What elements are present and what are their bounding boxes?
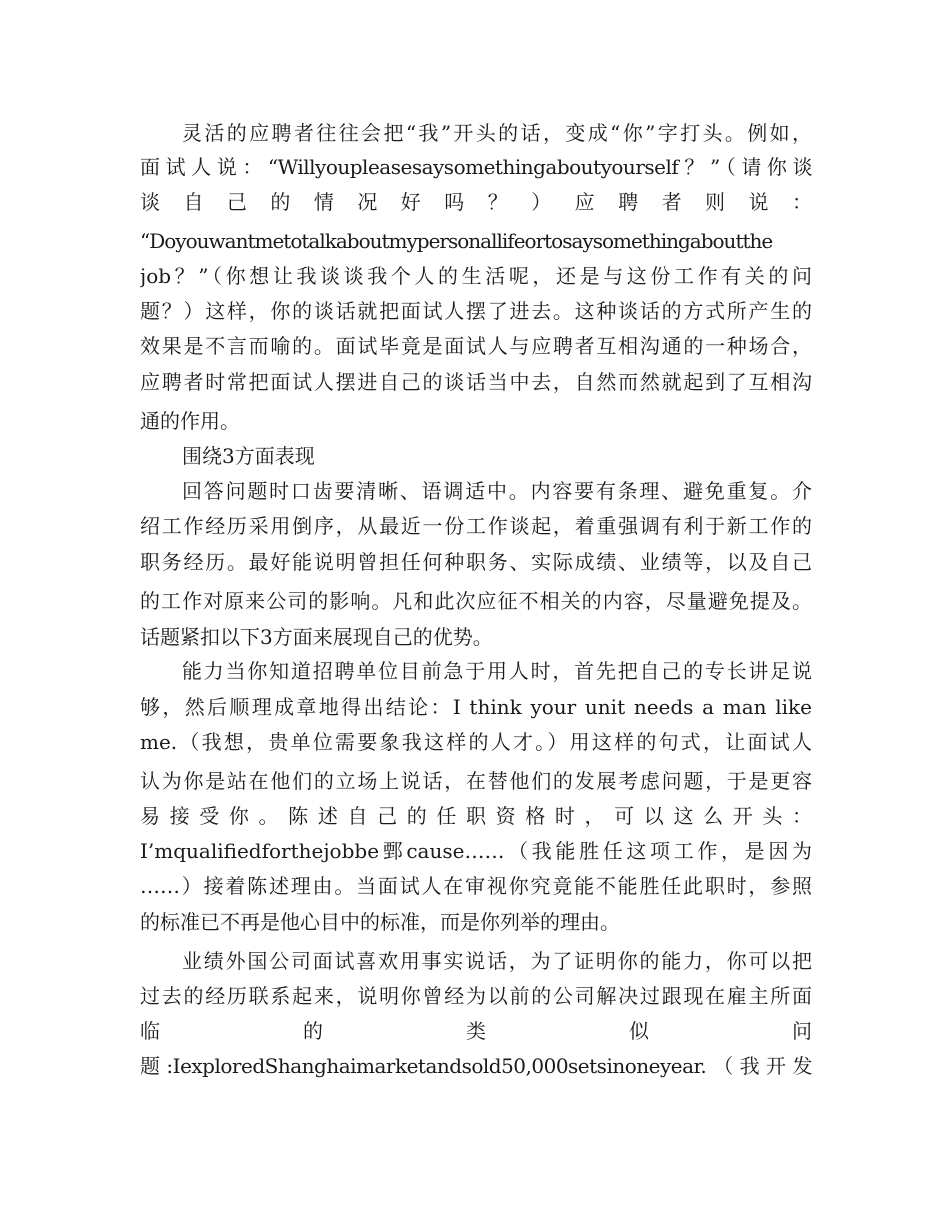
- paragraph-line: 话题紧扣以下3方面来展现自己的优势。: [140, 625, 493, 649]
- paragraph-line: me.（我想，贵单位需要象我这样的人才。）用这样的句式，让面试人: [140, 730, 812, 754]
- paragraph-line: 题:IexploredShanghaimarketandsold50,000setsinoneyear.（我开发: [140, 1054, 812, 1078]
- paragraph-line: 谈 自 己 的 情 况 好 吗 ？ ） 应 聘 者 则 说 ：: [140, 190, 812, 214]
- paragraph-line: 易 接 受 你 。 陈 述 自 己 的 任 职 资 格 时 ， 可 以 这 么 开 头 ：: [140, 804, 812, 828]
- paragraph-line: 的工作对原来公司的影响。凡和此次应征不相关的内容，尽量避免提及。: [140, 589, 812, 613]
- paragraph-line: 的标准已不再是他心目中的标准，而是你列举的理由。: [140, 910, 620, 934]
- paragraph-line: 过去的经历联系起来，说明你曾经为以前的公司解决过跟现在雇主所面: [140, 984, 812, 1008]
- paragraph-line: 业绩外国公司面试喜欢用事实说话，为了证明你的能力，你可以把: [182, 949, 812, 973]
- paragraph-line: 应聘者时常把面试人摆进自己的谈话当中去，自然而然就起到了互相沟: [140, 370, 812, 394]
- paragraph-line: I’mqualifiedforthejobbe鄄cause……（我能胜任这项工作，是因为: [140, 839, 812, 863]
- paragraph-line: 职务经历。最好能说明曾担任何种职务、实际成绩、业绩等，以及自己: [140, 550, 812, 574]
- paragraph-line: 回答问题时口齿要清晰、语调适中。内容要有条理、避免重复。介: [182, 479, 812, 503]
- paragraph-line: 能力当你知道招聘单位目前急于用人时，首先把自己的专长讲足说: [182, 659, 812, 683]
- paragraph-line: 临 的 类 似 问: [140, 1019, 812, 1043]
- paragraph-line: 认为你是站在他们的立场上说话，在替他们的发展考虑问题，于是更容: [140, 769, 812, 793]
- paragraph-line: “Doyouwantmetotalkaboutmypersonallifeortosaysomethingaboutthe: [140, 229, 773, 253]
- paragraph-line: 面试人说：“Willyoupleasesaysomethingaboutyourself？”（请你谈: [140, 155, 812, 179]
- paragraph-line: 灵活的应聘者往往会把“我”开头的话，变成“你”字打头。例如，: [182, 121, 812, 145]
- paragraph-line: 够，然后顺理成章地得出结论：I think your unit needs a man like: [140, 695, 812, 719]
- paragraph-line: job？”（你想让我谈谈我个人的生活呢，还是与这份工作有关的问: [140, 264, 812, 288]
- paragraph-line: 绍工作经历采用倒序，从最近一份工作谈起，着重强调有利于新工作的: [140, 514, 812, 538]
- paragraph-line: ……）接着陈述理由。当面试人在审视你究竟能不能胜任此职时，参照: [140, 874, 812, 898]
- paragraph-line: 效果是不言而喻的。面试毕竟是面试人与应聘者互相沟通的一种场合，: [140, 334, 812, 358]
- paragraph-line: 题？）这样，你的谈话就把面试人摆了进去。这种谈话的方式所产生的: [140, 299, 812, 323]
- paragraph-line: 通的作用。: [140, 409, 240, 433]
- section-heading: 围绕3方面表现: [182, 444, 315, 468]
